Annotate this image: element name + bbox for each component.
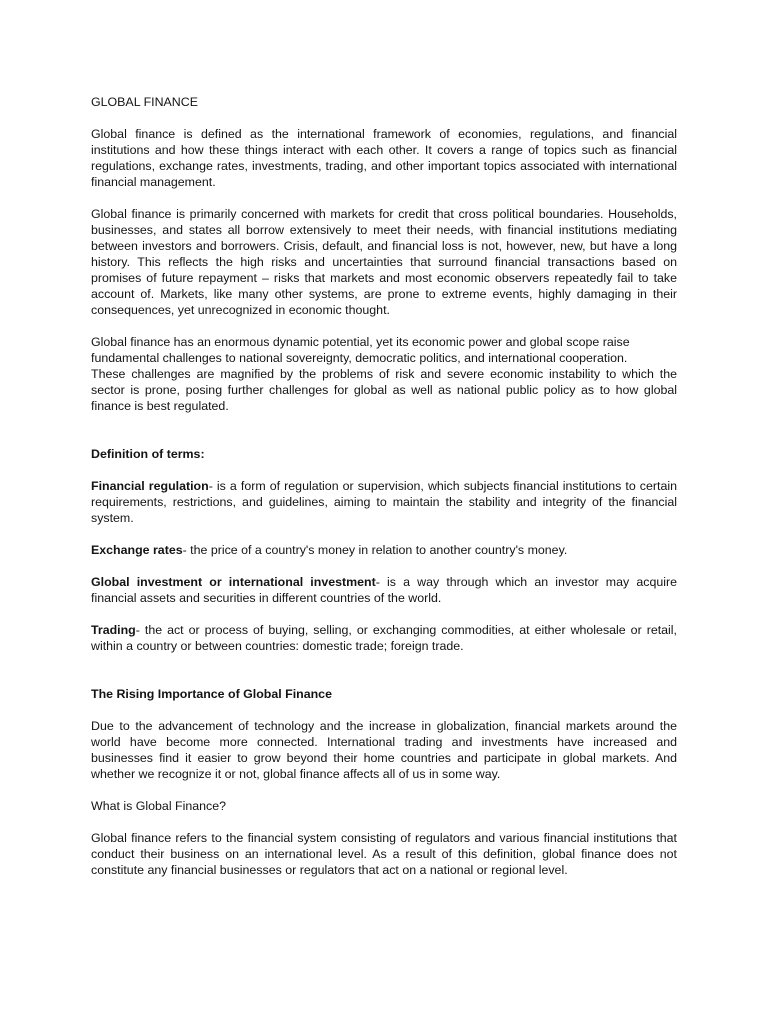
definition-financial-regulation xyxy=(91,478,677,526)
definition-term: Global investment or international investment xyxy=(91,575,376,589)
definition-exchange-rates xyxy=(91,542,677,558)
document-page xyxy=(91,94,677,878)
definition-term: Financial regulation xyxy=(91,479,209,493)
definition-trading xyxy=(91,622,677,654)
potential-line-3: These challenges are magnified by the problems of risk and severe economic instability to which the sector is prone, posing further challenges for global as well as national public policy as to how global finance is best regulated. xyxy=(91,367,677,413)
definition-text: - the act or process of buying, selling, or exchanging commodities, at either wholesale or retail, within a country or between countries: domestic trade; foreign trade. xyxy=(91,623,677,653)
definition-term: Trading xyxy=(91,623,136,637)
definition-text: - is a way through which an investor may acquire financial assets and securities in different countries of the world. xyxy=(91,575,678,605)
intro-paragraph-1: Global finance is defined as the international framework of economies, regulations, and financial institutions and how these things interact with each other. It covers a range of topics such as financial regulations, exchange rates, investments, trading, and other important topics associated with international financial management. xyxy=(91,127,677,189)
definitions-heading: Definition of terms: xyxy=(91,447,205,461)
definition-term: Exchange rates xyxy=(91,543,183,557)
rising-importance-heading: The Rising Importance of Global Finance xyxy=(91,687,332,701)
what-is-heading: What is Global Finance? xyxy=(91,799,226,813)
potential-line-1: Global finance has an enormous dynamic potential, yet its economic power and global scope raise xyxy=(91,335,630,349)
what-is-paragraph: Global finance refers to the financial system consisting of regulators and various financial institutions that conduct their business on an international level. As a result of this definition, global finance does not constitute any financial businesses or regulators that act on a national or regional level. xyxy=(91,831,677,877)
document-title: GLOBAL FINANCE xyxy=(91,95,198,109)
rising-importance-paragraph: Due to the advancement of technology and the increase in globalization, financial markets around the world have become more connected. International trading and investments have increased and businesses find it easier to grow beyond their home countries and participate in global markets. And whether we recognize it or not, global finance affects all of us in some way. xyxy=(91,719,677,781)
intro-paragraph-2: Global finance is primarily concerned with markets for credit that cross political boundaries. Households, businesses, and states all borrow extensively to meet their needs, with financial institutions mediating between investors and borrowers. Crisis, default, and financial loss is not, however, new, but have a long history. This reflects the high risks and uncertainties that surround financial transactions based on promises of future repayment – risks that markets and most economic observers repeatedly fail to take account of. Markets, like many other systems, are prone to extreme events, highly damaging in their consequences, yet unrecognized in economic thought. xyxy=(91,207,677,317)
potential-line-2: fundamental challenges to national sovereignty, democratic politics, and international cooperation. xyxy=(91,351,628,365)
definition-global-investment xyxy=(91,574,677,606)
definition-text: - is a form of regulation or supervision, which subjects financial institutions to certain requirements, restrictions, and guidelines, aiming to maintain the stability and integrity of the financial system. xyxy=(91,479,678,525)
definition-text: - the price of a country's money in relation to another country's money. xyxy=(182,543,568,557)
